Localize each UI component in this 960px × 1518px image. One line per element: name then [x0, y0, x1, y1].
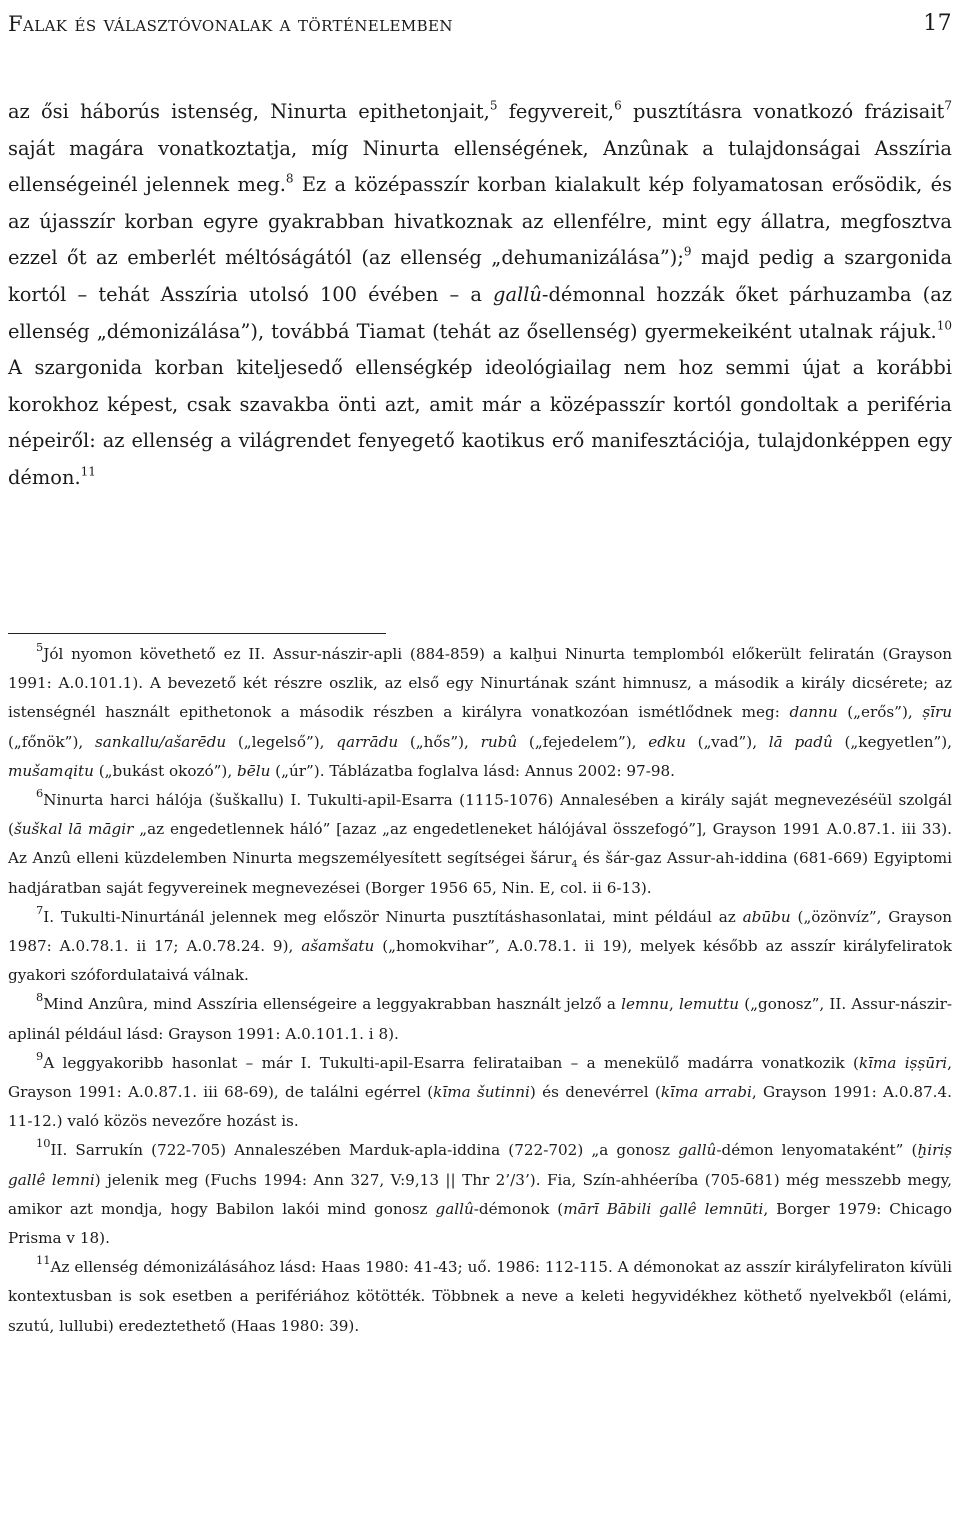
text-run: „az engedetlennek háló” [azaz „az engedetleneket hálójával összefogó”], Grayson 1991 A.0.87.1. iii 33). Az Anzû elleni küzdelemben Ninurta megszemélyesített segítségei šárur [8, 820, 952, 868]
text-run: , Grayson 1991: A.0.87.1. iii 68-69), de találni egérrel ( [8, 1053, 952, 1102]
italic-term: abūbu [742, 907, 791, 926]
text-run: -démonok ( [473, 1199, 564, 1218]
text-run: , Borger 1979: Chicago Prisma v 18). [8, 1199, 952, 1248]
italic-term: kīma šutinni [433, 1083, 530, 1102]
footnote-number: 8 [36, 990, 44, 1005]
main-text [8, 94, 952, 497]
text-run: ) jelenik meg (Fuchs 1994: Ann 327, V:9,13 || Thr 2’/3’). Fia, Szín-ahhéeríba (705-681) még messzebb megy, amikor azt mondja, hogy Babilon lakói mind gonosz [8, 1170, 952, 1218]
text-run: az ősi háborús istenség, Ninurta epithetonjait, [8, 100, 490, 123]
text-run: -démon lenyomataként” ( [716, 1141, 918, 1160]
italic-term: rubû [480, 732, 518, 751]
footnote-number: 5 [36, 640, 44, 655]
text-run: ) és denevérrel ( [529, 1083, 661, 1102]
italic-term: edku [648, 732, 686, 751]
italic-term: lemuttu [678, 995, 740, 1014]
text-run: II. Sarrukín (722-705) Annaleszében Marduk-apla-iddina (722-702) „a gonosz [50, 1141, 679, 1160]
italic-term: lā padû [768, 732, 833, 751]
footnote-6 [8, 786, 952, 903]
text-run: („legelső”), [226, 732, 337, 751]
italic-term: lemnu [621, 995, 669, 1014]
footnote-number: 6 [36, 786, 44, 801]
text-run: , Grayson 1991: A.0.87.4. 11-12.) való közös nevezőre hozást is. [8, 1083, 952, 1131]
italic-term: kīma iṣṣūri [858, 1053, 948, 1072]
footnote-9 [8, 1049, 952, 1137]
footnote-7 [8, 903, 952, 991]
footnote-number: 10 [36, 1136, 51, 1151]
footnote-ref-7[interactable]: 7 [944, 98, 952, 113]
footnote-5 [8, 640, 952, 786]
italic-term: gallû [678, 1141, 717, 1160]
text-run: („hős”), [398, 732, 481, 751]
text-run: („gonosz”, II. Assur-nászir-aplinál például lásd: Grayson 1991: A.0.101.1. i 8). [8, 995, 952, 1043]
page-number: 17 [923, 11, 952, 36]
italic-term: dannu [789, 703, 838, 722]
text-run: („fejedelem”), [517, 732, 649, 751]
footnote-number: 11 [36, 1253, 51, 1268]
text-run: („vad”), [685, 732, 769, 751]
text-run: Mind Anzûra, mind Asszíria ellenségeire a leggyakrabban használt jelző a [43, 995, 622, 1014]
italic-term: ṣīru [922, 703, 953, 722]
italic-term: ašamšatu [301, 937, 375, 956]
text-run: majd pedig a szargonida kortól – tehát Asszíria utolsó 100 évében – a [8, 246, 953, 306]
footnote-separator [8, 633, 386, 634]
italic-term: gallû [435, 1199, 474, 1218]
footnote-10 [8, 1136, 952, 1253]
running-header [8, 0, 952, 36]
footnote-number: 9 [36, 1048, 44, 1063]
text-run: és šár-gaz Assur-ah-iddina (681-669) Egyiptomi hadjáratban saját fegyvereinek megnevezései (Borger 1956 65, Nin. E, col. ii 6-13). [8, 849, 952, 897]
subscript: 4 [571, 859, 578, 871]
text-run: („úr”). Táblázatba foglalva lásd: Annus 2002: 97-98. [270, 761, 675, 780]
footnote-ref-9[interactable]: 9 [683, 244, 692, 259]
footnote-number: 7 [36, 902, 44, 917]
footnote-ref-6[interactable]: 6 [614, 98, 622, 113]
text-run: I. Tukulti-Ninurtánál jelennek meg először Ninurta pusztításhasonlatai, mint például az [43, 907, 743, 926]
italic-term: kīma arrabi [660, 1083, 752, 1102]
footnote-ref-8[interactable]: 8 [285, 171, 294, 186]
footnote-ref-5[interactable]: 5 [489, 98, 498, 113]
italic-term: qarrādu [336, 732, 399, 751]
text-run: („özönvíz”, Grayson 1987: A.0.78.1. ii 17; A.0.78.24. 9), [8, 907, 952, 956]
text-run: („főnök”), [8, 732, 95, 751]
text-run: , [668, 995, 679, 1014]
text-run: -démonnal hozzák őket párhuzamba (az ellenség „démonizálása”), továbbá Tiamat (tehát az ősellenség) gyermekeiként utalnak rájuk. [8, 282, 952, 343]
text-run: saját magára vonatkoztatja, míg Ninurta ellenségének, Anzûnak a tulajdonságai Asszíria ellenségeinél jelennek meg. [8, 136, 952, 197]
text-run: fegyvereit, [497, 100, 615, 123]
italic-term: gallû [493, 282, 542, 306]
text-run: („erős”), [837, 703, 923, 722]
text-run: Ninurta harci hálója (šuškallu) I. Tukulti-apil-Esarra (1115-1076) Annalesében a király saját megnevezéséül szolgál ( [8, 791, 952, 839]
footnote-8 [8, 990, 952, 1048]
body-paragraph [8, 94, 952, 497]
text-run: A leggyakoribb hasonlat – már I. Tukulti-apil-Esarra felirataiban – a menekülő madárra vonatkozik ( [43, 1053, 859, 1072]
text-run: („kegyetlen”), [832, 732, 952, 751]
italic-term: mušamqitu [8, 761, 94, 780]
footnote-11 [8, 1253, 952, 1341]
italic-term: sankallu/ašarēdu [94, 732, 227, 751]
footnote-ref-11[interactable]: 11 [80, 464, 96, 479]
italic-term: ḫiriṣ gallê lemni [8, 1141, 952, 1189]
text-run: („bukást okozó”), [93, 761, 237, 780]
text-run: Jól nyomon követhető ez II. Assur-nászir-apli (884-859) a kalḫui Ninurta templomból előkerült feliratán (Grayson 1991: A.0.101.1). A bevezető két részre oszlik, az első egy Ninurtának szánt himnusz, a második a király dicsérete; az istenségnél használt epithetonok a második részben a királyra vonatkozóan ismétlődnek meg: [8, 645, 952, 722]
text-run: A szargonida korban kiteljesedő ellenségkép ideológiailag nem hoz semmi újat a korábbi korokhoz képest, csak szavakba önti azt, amit már a középasszír kortól gondoltak a periféria népeiről: az ellenség a világrendet fenyegető kaotikus erő manifesztációja, tulajdonképpen egy démon. [8, 356, 952, 489]
text-run: („homokvihar”, A.0.78.1. ii 19), melyek később az asszír királyfeliratok gyakori szófordulataivá válnak. [8, 937, 952, 985]
running-title: Falak és választóvonalak a történelemben [8, 12, 453, 36]
italic-term: mārī Bābili gallê lemnūti [563, 1199, 764, 1218]
italic-term: šuškal lā māgir [13, 820, 134, 839]
text-run: Ez a középasszír korban kialakult kép folyamatosan erősödik, és az újasszír korban egyre gyakrabban hivatkoznak az ellenfélre, mint egy állatra, megfosztva ezzel őt az emberlét méltóságától (az ellenség „dehumanizálása”); [8, 173, 952, 270]
text-run: pusztításra vonatkozó frázisait [621, 100, 945, 123]
italic-term: bēlu [237, 761, 271, 780]
footnotes [8, 640, 952, 1341]
footnote-ref-10[interactable]: 10 [936, 318, 952, 333]
text-run: Az ellenség démonizálásához lásd: Haas 1980: 41-43; uő. 1986: 112-115. A démonokat az asszír királyfeliraton kívüli kontextusban is sok esetben a perifériához kötötték. Többnek a neve a keleti hegyvidékhez köthető nyelvekből (elámi, szutú, lullubi) eredeztethető (Haas 1980: 39). [8, 1258, 952, 1335]
